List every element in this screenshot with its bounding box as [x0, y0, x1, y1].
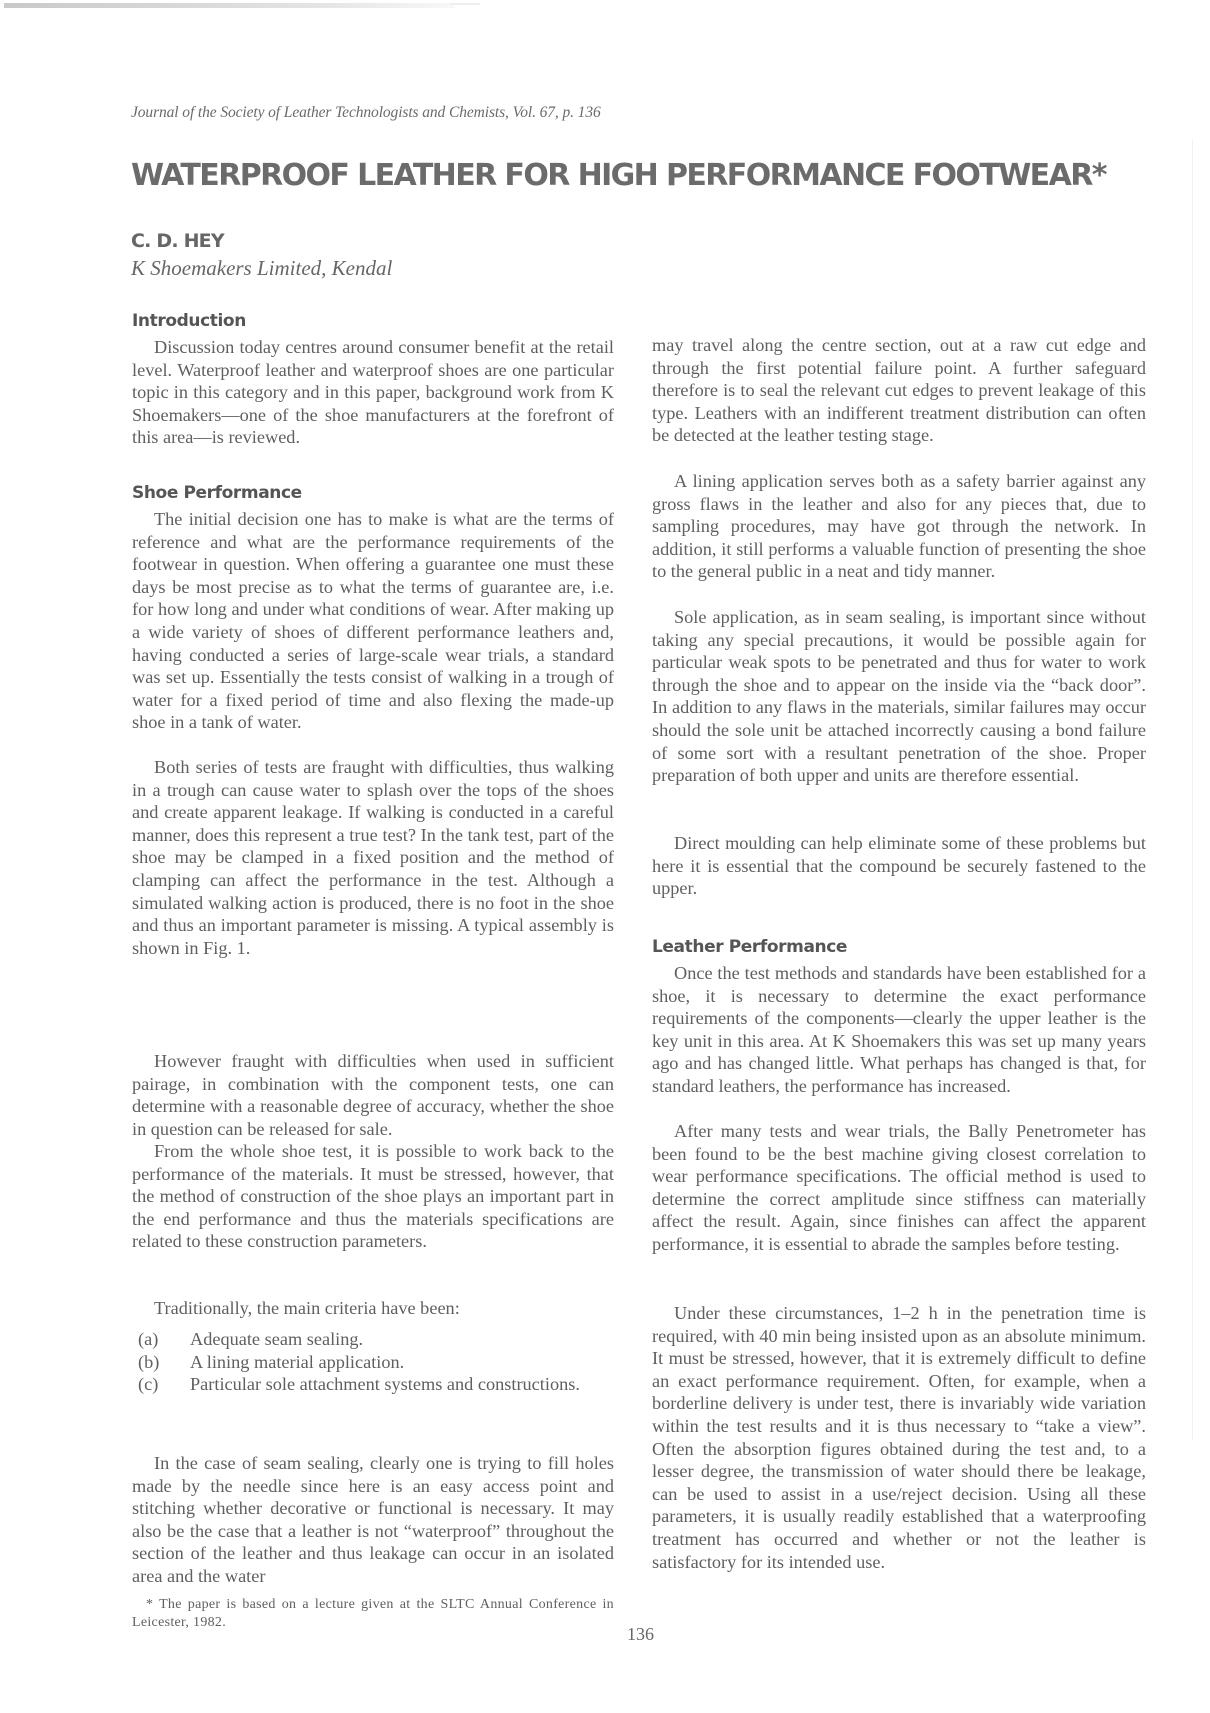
- page-number: 136: [627, 1624, 654, 1644]
- paragraph-shoe-performance-4: From the whole shoe test, it is possible to work back to the performance of the materials. It must be stressed, however, that the method of construction of the shoe plays an important part in the end performance and thus the materials specifications are related to these construction parameters.: [132, 1141, 614, 1252]
- paragraph-shoe-performance-3: However fraught with difficulties when used in sufficient pairage, in combination with the component tests, one can determine with a reasonable degree of accuracy, whether the shoe in question can be released for sale.: [132, 1051, 614, 1139]
- paragraph-introduction: Discussion today centres around consumer benefit at the retail level. Waterproof leather and waterproof shoes are one particular topic in this category and in this paper, background work from K Shoemakers—one of the shoe manufacturers at the forefront of this area—is reviewed.: [132, 337, 614, 448]
- list-item-text: Particular sole attachment systems and constructions.: [190, 1374, 580, 1395]
- paragraph-leather-performance-3: Under these circumstances, 1–2 h in the penetration time is required, with 40 min being insisted upon as an absolute minimum. It must be stressed, however, that it is extremely difficult to define an exact performance requirement. Often, for example, when a borderline delivery is under test, there is invariably wide variation within the test results and it is thus necessary to “take a view”. Often the absorption figures obtained during the test and, to a lesser degree, the transmission of water should there be leakage, can be used to assist in a use/reject decision. Using all these parameters, it is usually readily established that a waterproofing treatment has occurred and whether or not the leather is satisfactory for its intended use.: [652, 1303, 1146, 1572]
- page-edge-line: [1192, 140, 1193, 1440]
- criteria-item-c: [132, 1373, 614, 1396]
- section-heading-introduction: Introduction: [132, 311, 246, 331]
- paragraph-text: The initial decision one has to make is what are the terms of reference and what are the performance requirements of the footwear in question. When offering a guarantee one must these days be most precise as to what the terms of guarantee are, i.e. for how long and under what conditions of wear. After making up a wide variety of shoes of different performance leathers and, having conducted a series of large-scale wear trials, a standard was set up. Essentially the tests consist of walking in a trough of water for a fixed period of time and also flexing the made-up shoe in a tank of water.: [132, 509, 614, 733]
- article-title: WATERPROOF LEATHER FOR HIGH PERFORMANCE FOOTWEAR*: [131, 158, 1106, 193]
- list-marker: (a): [138, 1329, 159, 1349]
- paragraph-shoe-performance-2: Both series of tests are fraught with difficulties, thus walking in a trough can cause water to splash over the tops of the shoes and create apparent leakage. If walking is conducted in a careful manner, does this represent a true test? In the tank test, part of the shoe may be clamped in a fixed position and the method of clamping can affect the performance in the test. Although a simulated walking action is produced, there is no foot in the shoe and thus an important parameter is missing. A typical assembly is shown in Fig. 1.: [132, 757, 614, 958]
- scan-edge-shadow: [450, 3, 480, 5]
- scan-edge-shadow: [4, 3, 454, 8]
- paragraph-seam-sealing-part1: In the case of seam sealing, clearly one is trying to fill holes made by the needle since here is an easy access point and stitching whether decorative or functional is necessary. It may also be the case that a leather is not “waterproof” throughout the section of the leather and thus leakage can occur in an isolated area and the water: [132, 1453, 614, 1586]
- criteria-item-a: [132, 1328, 614, 1351]
- paragraph-seam-sealing-part2: may travel along the centre section, out at a raw cut edge and through the first potential failure point. A further safeguard therefore is to seal the relevant cut edges to prevent leakage of this type. Leathers with an indifferent treatment distribution can often be detected at the leather testing stage.: [652, 335, 1146, 446]
- section-heading-shoe-performance: Shoe Performance: [132, 483, 302, 503]
- paragraph-leather-performance-2: After many tests and wear trials, the Bally Penetrometer has been found to be the best machine giving closest correlation to wear performance specifications. The official method is used to determine the correct amplitude since stiffness can materially affect the result. Again, since finishes can affect the apparent performance, it is essential to abrade the samples before testing.: [652, 1121, 1146, 1254]
- paragraph-shoe-performance-1: [132, 508, 614, 734]
- list-marker: (b): [138, 1351, 160, 1372]
- criteria-list: [132, 1328, 614, 1396]
- criteria-item-b: [132, 1351, 614, 1374]
- footnote: * The paper is based on a lecture given at the SLTC Annual Conference in Leicester, 1982.: [132, 1597, 614, 1630]
- section-heading-leather-performance: Leather Performance: [652, 937, 848, 957]
- list-item-text: Adequate seam sealing.: [190, 1329, 364, 1349]
- paragraph-direct-moulding: Direct moulding can help eliminate some of these problems but here it is essential that the compound be securely fastened to the upper.: [652, 833, 1146, 899]
- paragraph-sole-application: Sole application, as in seam sealing, is important since without taking any special precautions, it would be possible again for particular weak spots to be penetrated and thus for water to work through the shoe and to appear on the inside via the “back door”. In addition to any flaws in the materials, similar failures may occur should the sole unit be attached incorrectly causing a bond failure of some sort with a resultant penetration of the shoe. Proper preparation of both upper and units are therefore essential.: [652, 607, 1146, 786]
- author-affiliation: K Shoemakers Limited, Kendal: [131, 256, 393, 280]
- paragraph-lining-application: A lining application serves both as a safety barrier against any gross flaws in the leather and also for any pieces that, due to sampling procedures, may have got through the network. In addition, it still performs a valuable function of presenting the shoe to the general public in a neat and tidy manner.: [652, 471, 1146, 582]
- list-item-text: A lining material application.: [190, 1351, 405, 1372]
- author-name: C. D. HEY: [131, 230, 224, 252]
- paragraph-leather-performance-1: Once the test methods and standards have been established for a shoe, it is necessary to determine the exact performance requirements of the components—clearly the upper leather is the key unit in this area. At K Shoemakers this was set up many years ago and has changed little. What perhaps has changed is that, for standard leathers, the performance has increased.: [652, 963, 1146, 1096]
- journal-citation: Journal of the Society of Leather Technologists and Chemists, Vol. 67, p. 136: [131, 104, 601, 121]
- list-marker: (c): [138, 1374, 159, 1395]
- paragraph-criteria-intro: Traditionally, the main criteria have been:: [154, 1298, 460, 1318]
